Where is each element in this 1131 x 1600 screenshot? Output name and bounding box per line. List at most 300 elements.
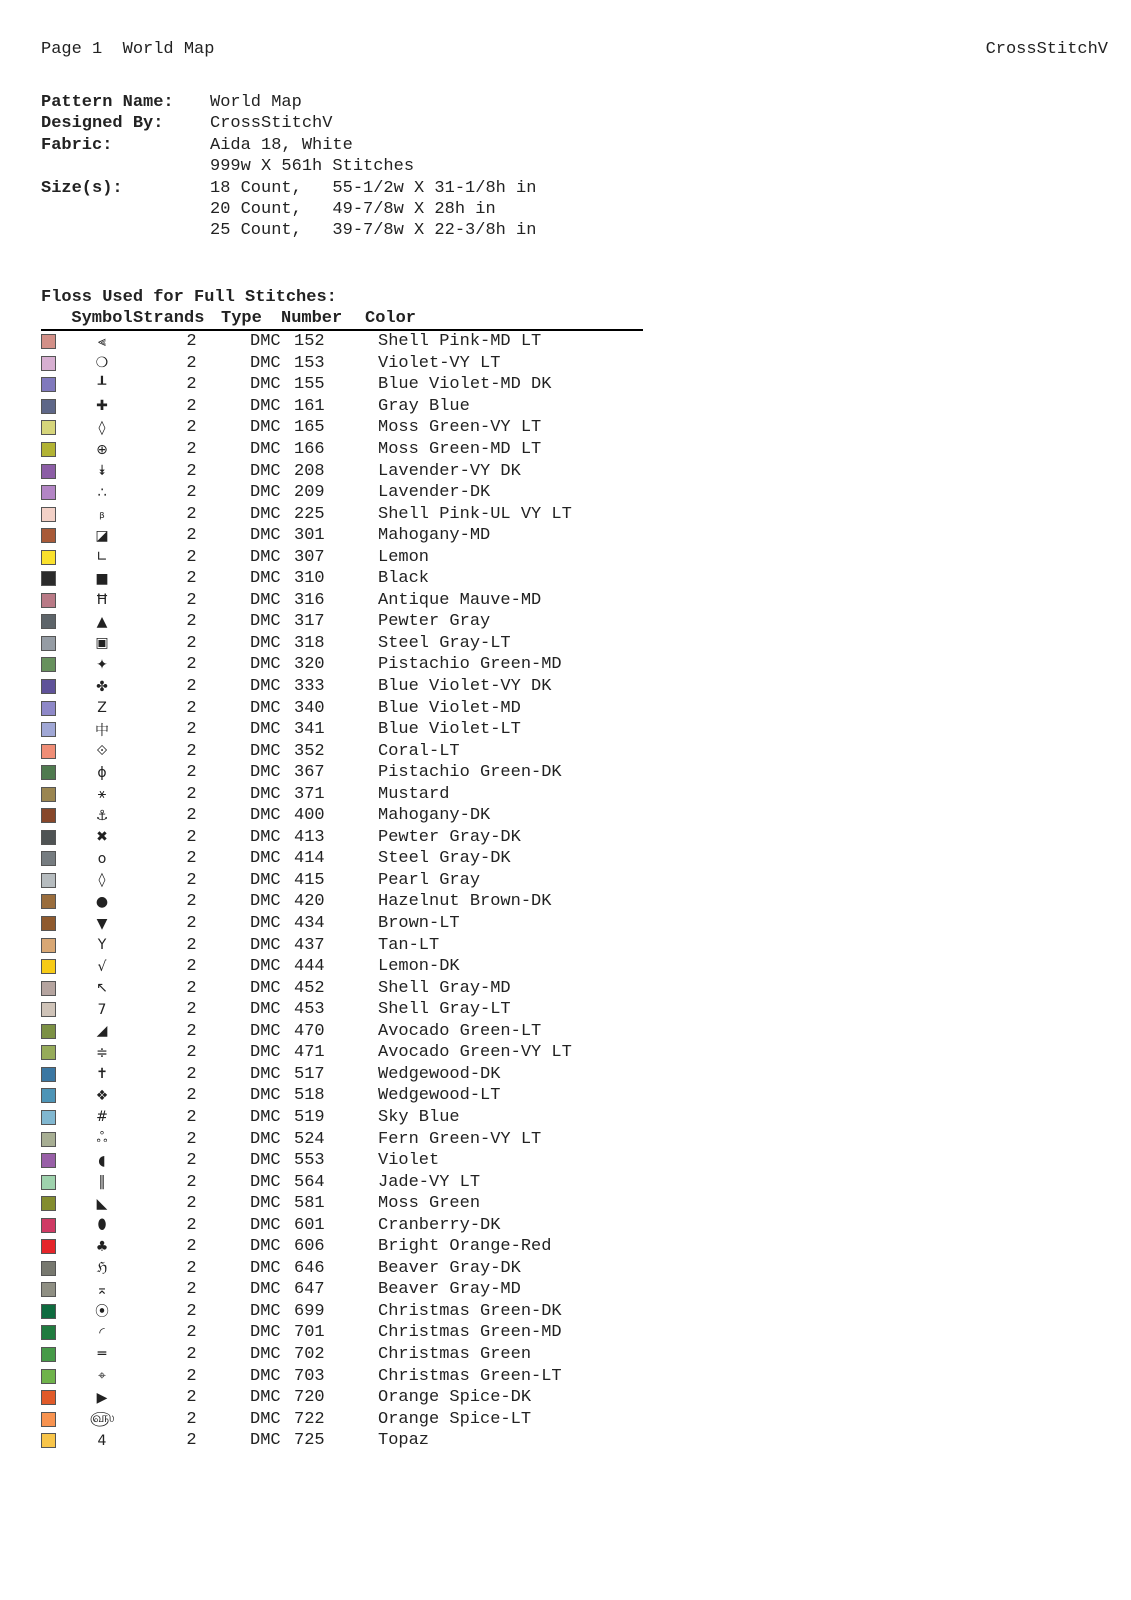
designed-by-label: Designed By: bbox=[41, 114, 164, 134]
number-value: 601 bbox=[294, 1215, 325, 1235]
table-row bbox=[41, 1150, 643, 1172]
table-row bbox=[41, 1214, 643, 1236]
table-row bbox=[41, 848, 643, 870]
number-value: 420 bbox=[294, 892, 325, 912]
color-name: Tan-LT bbox=[378, 935, 440, 955]
strands-value: 2 bbox=[186, 1366, 197, 1386]
color-name: Beaver Gray-DK bbox=[378, 1258, 521, 1278]
table-row bbox=[41, 913, 643, 935]
color-name: Shell Gray-MD bbox=[378, 978, 511, 998]
table-row bbox=[41, 1258, 643, 1280]
strands-value: 2 bbox=[186, 827, 197, 847]
strands-value: 2 bbox=[186, 957, 197, 977]
table-row bbox=[41, 460, 643, 482]
color-name: Pewter Gray bbox=[378, 612, 491, 632]
number-value: 310 bbox=[294, 569, 325, 589]
stitch-symbol: ✚ bbox=[96, 398, 108, 415]
type-value: DMC bbox=[250, 547, 281, 567]
number-value: 318 bbox=[294, 633, 325, 653]
number-value: 371 bbox=[294, 784, 325, 804]
stitch-symbol: ✖ bbox=[96, 829, 108, 846]
type-value: DMC bbox=[250, 806, 281, 826]
color-swatch bbox=[41, 701, 56, 716]
color-name: Avocado Green-LT bbox=[378, 1021, 542, 1041]
designed-by-row bbox=[41, 113, 536, 134]
color-swatch bbox=[41, 464, 56, 479]
strands-value: 2 bbox=[186, 461, 197, 481]
number-value: 564 bbox=[294, 1172, 325, 1192]
color-swatch bbox=[41, 1002, 56, 1017]
floss-table bbox=[41, 308, 643, 1451]
color-swatch bbox=[41, 938, 56, 953]
type-value: DMC bbox=[250, 849, 281, 869]
table-row bbox=[41, 977, 643, 999]
color-name: Blue Violet-MD DK bbox=[378, 375, 552, 395]
strands-value: 2 bbox=[186, 1237, 197, 1257]
color-swatch bbox=[41, 1045, 56, 1060]
color-name: Hazelnut Brown-DK bbox=[378, 892, 552, 912]
stitch-symbol: ⯯ bbox=[97, 463, 107, 480]
stitch-symbol: ⫷ bbox=[98, 333, 106, 350]
color-name: Moss Green-MD LT bbox=[378, 440, 542, 459]
type-value: DMC bbox=[250, 396, 281, 416]
table-row bbox=[41, 676, 643, 698]
type-value: DMC bbox=[250, 1129, 281, 1149]
table-row bbox=[41, 783, 643, 805]
table-row bbox=[41, 546, 643, 568]
table-row bbox=[41, 568, 643, 590]
type-value: DMC bbox=[250, 741, 281, 761]
type-value: DMC bbox=[250, 569, 281, 589]
color-swatch bbox=[41, 528, 56, 543]
page-number: Page 1 bbox=[41, 40, 103, 59]
floss-rows bbox=[41, 331, 643, 1451]
table-row bbox=[41, 374, 643, 396]
color-name: Lemon bbox=[378, 547, 430, 567]
col-strands: Strands bbox=[133, 309, 205, 328]
type-value: DMC bbox=[250, 612, 281, 632]
table-row bbox=[41, 1085, 643, 1107]
type-value: DMC bbox=[250, 1151, 281, 1171]
color-name: Blue Violet-MD bbox=[378, 698, 521, 718]
size-row bbox=[41, 199, 536, 220]
number-value: 413 bbox=[294, 827, 325, 847]
number-value: 316 bbox=[294, 590, 325, 610]
color-swatch bbox=[41, 894, 56, 909]
table-row bbox=[41, 1128, 643, 1150]
type-value: DMC bbox=[250, 332, 281, 352]
color-swatch bbox=[41, 1132, 56, 1147]
color-swatch bbox=[41, 1239, 56, 1254]
color-swatch bbox=[41, 1024, 56, 1039]
stitch-symbol: ◖ bbox=[98, 1152, 106, 1169]
strands-value: 2 bbox=[186, 375, 197, 395]
strands-value: 2 bbox=[186, 892, 197, 912]
size-value: 20 Count, 49-7/8w X 28h in bbox=[210, 199, 496, 219]
table-row bbox=[41, 1365, 643, 1387]
number-value: 524 bbox=[294, 1129, 325, 1149]
number-value: 471 bbox=[294, 1043, 325, 1063]
strands-value: 2 bbox=[186, 547, 197, 567]
color-name: Pistachio Green-DK bbox=[378, 763, 562, 783]
color-name: Moss Green bbox=[378, 1194, 481, 1214]
type-value: DMC bbox=[250, 1194, 281, 1214]
table-row bbox=[41, 611, 643, 633]
type-value: DMC bbox=[250, 1215, 281, 1235]
color-swatch bbox=[41, 808, 56, 823]
stitch-symbol: ⟐ bbox=[96, 743, 108, 760]
number-value: 518 bbox=[294, 1086, 325, 1106]
floss-table-header bbox=[41, 308, 643, 331]
color-name: Steel Gray-LT bbox=[378, 633, 511, 653]
table-row bbox=[41, 525, 643, 547]
number-value: 307 bbox=[294, 547, 325, 567]
strands-value: 2 bbox=[186, 1129, 197, 1149]
table-row bbox=[41, 934, 643, 956]
type-value: DMC bbox=[250, 1323, 281, 1343]
table-row bbox=[41, 633, 643, 655]
color-name: Antique Mauve-MD bbox=[378, 590, 542, 610]
number-value: 414 bbox=[294, 849, 325, 869]
stitch-symbol: ஃ bbox=[96, 1130, 108, 1146]
strands-value: 2 bbox=[186, 1301, 197, 1321]
color-name: Lavender-VY DK bbox=[378, 461, 521, 481]
stitch-symbol: ◢ bbox=[96, 1023, 108, 1040]
stitch-symbol: Y bbox=[97, 937, 107, 954]
strands-value: 2 bbox=[186, 763, 197, 783]
table-row bbox=[41, 417, 643, 439]
type-value: DMC bbox=[250, 1366, 281, 1386]
stitch-symbol: Ħ bbox=[95, 592, 109, 609]
color-swatch bbox=[41, 1261, 56, 1276]
fabric-row bbox=[41, 135, 536, 156]
color-swatch bbox=[41, 571, 56, 586]
stitch-symbol: ⌖ bbox=[98, 1368, 106, 1385]
color-name: Moss Green-VY LT bbox=[378, 418, 542, 438]
stitch-symbol: ♣ bbox=[95, 1238, 109, 1255]
color-name: Blue Violet-VY DK bbox=[378, 677, 552, 697]
stitch-symbol: ∟ bbox=[96, 549, 108, 566]
color-swatch bbox=[41, 1153, 56, 1168]
table-row bbox=[41, 1171, 643, 1193]
pattern-name-row bbox=[41, 92, 536, 113]
number-value: 341 bbox=[294, 720, 325, 740]
color-swatch bbox=[41, 1110, 56, 1125]
table-row bbox=[41, 482, 643, 504]
stitch-symbol: Z bbox=[97, 700, 107, 717]
strands-value: 2 bbox=[186, 677, 197, 697]
type-value: DMC bbox=[250, 827, 281, 847]
size-row bbox=[41, 178, 536, 199]
color-name: Fern Green-VY LT bbox=[378, 1129, 542, 1149]
type-value: DMC bbox=[250, 978, 281, 998]
table-row bbox=[41, 1042, 643, 1064]
number-value: 400 bbox=[294, 806, 325, 826]
type-value: DMC bbox=[250, 1021, 281, 1041]
color-name: Christmas Green-DK bbox=[378, 1301, 562, 1321]
stitch-symbol: ✤ bbox=[96, 678, 108, 695]
color-swatch bbox=[41, 1369, 56, 1384]
stitch-symbol: ௵ bbox=[89, 1410, 115, 1427]
type-value: DMC bbox=[250, 720, 281, 740]
header-title: World Map bbox=[122, 40, 215, 59]
stitch-symbol: ⊕ bbox=[96, 441, 108, 458]
strands-value: 2 bbox=[186, 655, 197, 675]
number-value: 470 bbox=[294, 1021, 325, 1041]
type-value: DMC bbox=[250, 1388, 281, 1408]
color-swatch bbox=[41, 1196, 56, 1211]
number-value: 701 bbox=[294, 1323, 325, 1343]
table-row bbox=[41, 1430, 643, 1452]
color-swatch bbox=[41, 636, 56, 651]
color-swatch bbox=[41, 787, 56, 802]
page-header-left bbox=[41, 40, 214, 59]
color-name: Orange Spice-DK bbox=[378, 1388, 532, 1408]
color-name: Lemon-DK bbox=[378, 957, 460, 977]
type-value: DMC bbox=[250, 655, 281, 675]
strands-value: 2 bbox=[186, 353, 197, 373]
stitch-symbol: ⦿ bbox=[95, 1304, 109, 1321]
type-value: DMC bbox=[250, 353, 281, 373]
table-row bbox=[41, 1021, 643, 1043]
stitch-symbol: ⚓ bbox=[95, 807, 109, 824]
strands-value: 2 bbox=[186, 1409, 197, 1429]
strands-value: 2 bbox=[186, 935, 197, 955]
size-value: 25 Count, 39-7/8w X 22-3/8h in bbox=[210, 221, 537, 241]
color-name: Pistachio Green-MD bbox=[378, 655, 562, 675]
color-swatch bbox=[41, 765, 56, 780]
number-value: 453 bbox=[294, 1000, 325, 1020]
color-name: Mustard bbox=[378, 784, 450, 804]
strands-value: 2 bbox=[186, 1000, 197, 1020]
color-swatch bbox=[41, 442, 56, 457]
type-value: DMC bbox=[250, 1064, 281, 1084]
table-row bbox=[41, 1387, 643, 1409]
strands-value: 2 bbox=[186, 784, 197, 804]
color-swatch bbox=[41, 851, 56, 866]
color-name: Sky Blue bbox=[378, 1107, 460, 1127]
type-value: DMC bbox=[250, 440, 281, 459]
number-value: 225 bbox=[294, 504, 325, 524]
stitch-symbol: ┸ bbox=[97, 376, 107, 393]
color-name: Shell Pink-UL VY LT bbox=[378, 504, 572, 524]
type-value: DMC bbox=[250, 633, 281, 653]
color-swatch bbox=[41, 1218, 56, 1233]
color-swatch bbox=[41, 1325, 56, 1340]
type-value: DMC bbox=[250, 763, 281, 783]
header-brand: CrossStitchV bbox=[985, 40, 1108, 59]
color-swatch bbox=[41, 356, 56, 371]
type-value: DMC bbox=[250, 1409, 281, 1429]
strands-value: 2 bbox=[186, 332, 197, 352]
color-name: Pewter Gray-DK bbox=[378, 827, 521, 847]
number-value: 166 bbox=[294, 440, 325, 459]
color-swatch bbox=[41, 1433, 56, 1448]
strands-value: 2 bbox=[186, 396, 197, 416]
pattern-name-label: Pattern Name: bbox=[41, 93, 174, 112]
color-name: Christmas Green-MD bbox=[378, 1323, 562, 1343]
strands-value: 2 bbox=[186, 1021, 197, 1041]
stitch-symbol: ═ bbox=[97, 1346, 107, 1363]
color-name: Steel Gray-DK bbox=[378, 849, 511, 869]
type-value: DMC bbox=[250, 1107, 281, 1127]
strands-value: 2 bbox=[186, 978, 197, 998]
stitch-symbol: ❍ bbox=[95, 355, 109, 372]
type-value: DMC bbox=[250, 1000, 281, 1020]
type-value: DMC bbox=[250, 1258, 281, 1278]
number-value: 165 bbox=[294, 418, 325, 438]
stitch-symbol: o bbox=[97, 850, 107, 867]
table-row bbox=[41, 590, 643, 612]
table-row bbox=[41, 353, 643, 375]
col-type: Type bbox=[221, 309, 262, 328]
stitch-symbol: ᵦ bbox=[99, 506, 105, 523]
number-value: 606 bbox=[294, 1237, 325, 1257]
color-swatch bbox=[41, 1412, 56, 1427]
strands-value: 2 bbox=[186, 1064, 197, 1084]
table-row bbox=[41, 1107, 643, 1129]
color-swatch bbox=[41, 830, 56, 845]
sizes-label: Size(s): bbox=[41, 178, 123, 198]
color-swatch bbox=[41, 614, 56, 629]
stitch-symbol: ℌ bbox=[96, 1260, 108, 1277]
strands-value: 2 bbox=[186, 590, 197, 610]
type-value: DMC bbox=[250, 1237, 281, 1257]
number-value: 434 bbox=[294, 914, 325, 934]
strands-value: 2 bbox=[186, 1172, 197, 1192]
color-swatch bbox=[41, 1390, 56, 1405]
stitch-symbol: ≑ bbox=[96, 1044, 108, 1061]
table-row bbox=[41, 1344, 643, 1366]
table-row bbox=[41, 697, 643, 719]
color-swatch bbox=[41, 485, 56, 500]
color-swatch bbox=[41, 959, 56, 974]
stitch-symbol: ❖ bbox=[95, 1087, 109, 1104]
color-name: Christmas Green bbox=[378, 1344, 532, 1364]
number-value: 725 bbox=[294, 1431, 325, 1451]
type-value: DMC bbox=[250, 1301, 281, 1321]
number-value: 444 bbox=[294, 957, 325, 977]
table-row bbox=[41, 805, 643, 827]
number-value: 722 bbox=[294, 1409, 325, 1429]
color-swatch bbox=[41, 679, 56, 694]
color-name: Black bbox=[378, 569, 430, 589]
strands-value: 2 bbox=[186, 440, 197, 459]
stitch-symbol: ⬮ bbox=[97, 1217, 107, 1234]
color-swatch bbox=[41, 916, 56, 931]
strands-value: 2 bbox=[186, 1151, 197, 1171]
col-number: Number bbox=[281, 309, 343, 328]
number-value: 553 bbox=[294, 1151, 325, 1171]
table-row bbox=[41, 1301, 643, 1323]
color-swatch bbox=[41, 420, 56, 435]
number-value: 647 bbox=[294, 1280, 325, 1300]
strands-value: 2 bbox=[186, 483, 197, 503]
number-value: 333 bbox=[294, 677, 325, 697]
table-row bbox=[41, 654, 643, 676]
col-symbol: Symbol bbox=[71, 309, 133, 328]
strands-value: 2 bbox=[186, 1258, 197, 1278]
color-swatch bbox=[41, 399, 56, 414]
table-row bbox=[41, 740, 643, 762]
type-value: DMC bbox=[250, 418, 281, 438]
color-name: Wedgewood-LT bbox=[378, 1086, 501, 1106]
color-name: Bright Orange-Red bbox=[378, 1237, 552, 1257]
strands-value: 2 bbox=[186, 1388, 197, 1408]
number-value: 320 bbox=[294, 655, 325, 675]
stitch-symbol: ✦ bbox=[96, 656, 108, 673]
color-name: Cranberry-DK bbox=[378, 1215, 501, 1235]
type-value: DMC bbox=[250, 914, 281, 934]
number-value: 703 bbox=[294, 1366, 325, 1386]
floss-section-title: Floss Used for Full Stitches: bbox=[41, 288, 337, 307]
number-value: 519 bbox=[294, 1107, 325, 1127]
table-row bbox=[41, 827, 643, 849]
type-value: DMC bbox=[250, 526, 281, 546]
color-name: Gray Blue bbox=[378, 396, 470, 416]
strands-value: 2 bbox=[186, 741, 197, 761]
number-value: 452 bbox=[294, 978, 325, 998]
color-name: Shell Pink-MD LT bbox=[378, 332, 542, 352]
strands-value: 2 bbox=[186, 849, 197, 869]
color-name: Pearl Gray bbox=[378, 870, 481, 890]
table-row bbox=[41, 396, 643, 418]
color-swatch bbox=[41, 1067, 56, 1082]
stitch-symbol: ◊ bbox=[98, 419, 106, 436]
type-value: DMC bbox=[250, 1344, 281, 1364]
number-value: 208 bbox=[294, 461, 325, 481]
pattern-name-value: World Map bbox=[210, 93, 302, 112]
color-name: Mahogany-MD bbox=[378, 526, 491, 546]
strands-value: 2 bbox=[186, 870, 197, 890]
color-name: Jade-VY LT bbox=[378, 1172, 481, 1192]
type-value: DMC bbox=[250, 677, 281, 697]
size-row bbox=[41, 220, 536, 241]
color-name: Wedgewood-DK bbox=[378, 1064, 501, 1084]
stitch-symbol: ⚹ bbox=[97, 786, 107, 803]
color-name: Violet bbox=[378, 1151, 440, 1171]
number-value: 161 bbox=[294, 396, 325, 416]
strands-value: 2 bbox=[186, 1280, 197, 1300]
table-row bbox=[41, 331, 643, 353]
color-swatch bbox=[41, 593, 56, 608]
stitch-symbol: √ bbox=[97, 958, 107, 975]
strands-value: 2 bbox=[186, 1323, 197, 1343]
strands-value: 2 bbox=[186, 633, 197, 653]
color-swatch bbox=[41, 1175, 56, 1190]
color-name: Christmas Green-LT bbox=[378, 1366, 562, 1386]
number-value: 699 bbox=[294, 1301, 325, 1321]
number-value: 702 bbox=[294, 1344, 325, 1364]
table-row bbox=[41, 439, 643, 461]
color-swatch bbox=[41, 873, 56, 888]
type-value: DMC bbox=[250, 957, 281, 977]
number-value: 367 bbox=[294, 763, 325, 783]
type-value: DMC bbox=[250, 1280, 281, 1300]
strands-value: 2 bbox=[186, 1194, 197, 1214]
strands-value: 2 bbox=[186, 504, 197, 524]
table-row bbox=[41, 1322, 643, 1344]
type-value: DMC bbox=[250, 461, 281, 481]
number-value: 646 bbox=[294, 1258, 325, 1278]
strands-value: 2 bbox=[186, 612, 197, 632]
number-value: 415 bbox=[294, 870, 325, 890]
type-value: DMC bbox=[250, 1431, 281, 1451]
number-value: 517 bbox=[294, 1064, 325, 1084]
number-value: 720 bbox=[294, 1388, 325, 1408]
color-name: Blue Violet-LT bbox=[378, 720, 521, 740]
type-value: DMC bbox=[250, 1172, 281, 1192]
